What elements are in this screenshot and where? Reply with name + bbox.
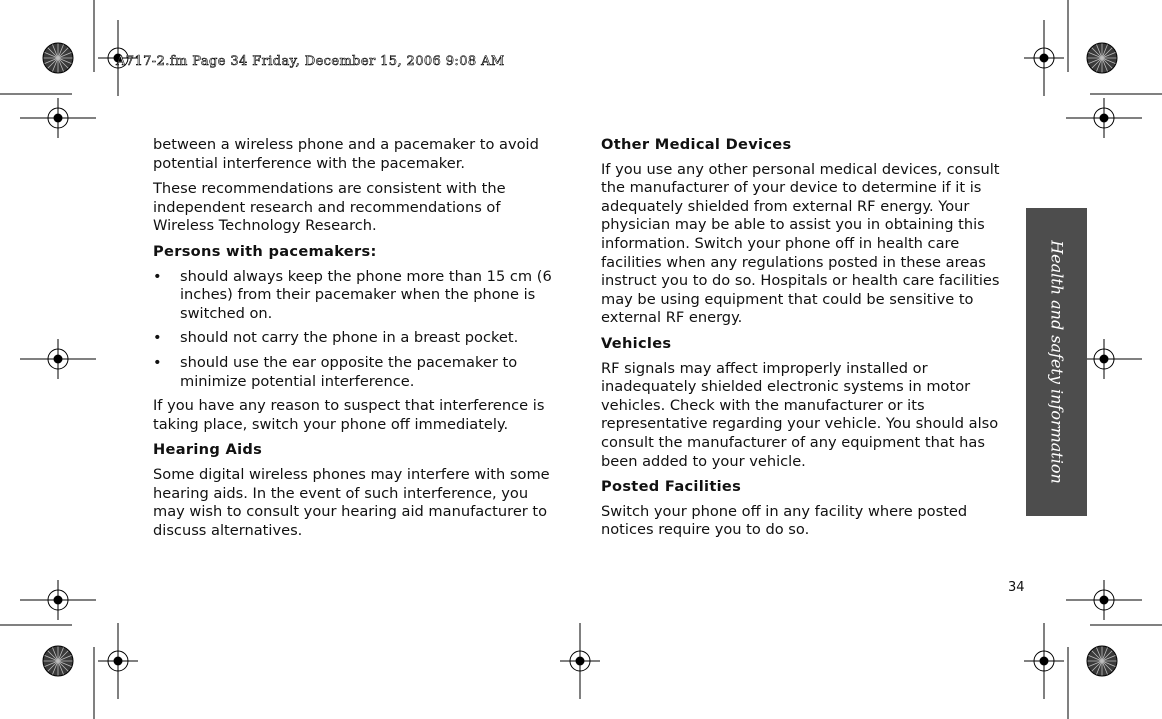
registration-mark-right-lower xyxy=(1066,580,1142,620)
posted-facilities-heading: Posted Facilities xyxy=(601,478,742,496)
registration-mark-bottom-center xyxy=(560,623,600,699)
file-info-header: A717-2.fm Page 34 Friday, December 15, 2006 9:08 AM xyxy=(116,54,505,69)
list-item xyxy=(153,268,563,324)
intro-continued-text: between a wireless phone and a pacemaker to avoid potential interference with the pacemaker. xyxy=(153,136,539,172)
pacemaker-bullet-list xyxy=(153,268,563,392)
registration-mark-bottom-left xyxy=(98,623,138,699)
other-medical-devices-heading: Other Medical Devices xyxy=(601,136,792,153)
vehicles-text: RF signals may affect improperly installed or inadequately shielded electronic systems in motor vehicles. Check with the manufacturer or its representative regarding your vehicle. You should also consult the manufacturer of any equipment that has been added to your vehicle. xyxy=(601,359,999,470)
bullet-icon: • xyxy=(153,329,162,347)
hearing-aids-heading: Hearing Aids xyxy=(153,441,263,459)
suspect-interference-text: If you have any reason to suspect that interference is taking place, switch your phone off immediately. xyxy=(153,397,545,433)
other-medical-devices-text: If you use any other personal medical devices, consult the manufacturer of your device to determine if it is adequately shielded from external RF energy. Your physician may be able to assist you in obtaining this information. Switch your phone off in health care facilities when any regulations posted in these areas instruct you to do so. Hospitals or health care facilities may be using equipment that could be sensitive to external RF energy. xyxy=(601,160,1000,327)
list-item xyxy=(153,329,563,348)
registration-mark-bottom-right xyxy=(1024,623,1064,699)
vehicles-heading: Vehicles xyxy=(601,334,672,352)
bullet-text: should always keep the phone more than 15 cm (6 inches) from their pacemaker when the phone is switched on. xyxy=(180,267,552,322)
registration-mark-left-upper xyxy=(20,98,96,138)
color-bar-starburst-bottom-right xyxy=(1087,646,1117,676)
hearing-aids-text: Some digital wireless phones may interfere with some hearing aids. In the event of such interference, you may wish to consult your hearing aid manufacturer to discuss alternatives. xyxy=(153,465,550,539)
registration-mark-right-upper xyxy=(1066,98,1142,138)
bullet-icon: • xyxy=(153,267,162,285)
recommendations-text: These recommendations are consistent with the independent research and recommendations of Wireless Technology Research. xyxy=(153,180,506,235)
left-column xyxy=(153,136,563,547)
section-side-tab-label: Health and safety information xyxy=(1047,240,1066,484)
pacemakers-heading: Persons with pacemakers: xyxy=(153,242,377,260)
bullet-icon: • xyxy=(153,353,162,371)
page-number: 34 xyxy=(1008,580,1025,595)
color-bar-starburst-top-right xyxy=(1087,43,1117,73)
right-column xyxy=(601,136,1011,547)
registration-mark-left-middle xyxy=(20,339,96,379)
registration-mark-left-lower xyxy=(20,580,96,620)
registration-mark-top-right xyxy=(1024,20,1064,96)
color-bar-starburst-top-left xyxy=(43,43,73,73)
section-side-tab xyxy=(1026,208,1087,516)
color-bar-starburst-bottom-left xyxy=(43,646,73,676)
bullet-text: should use the ear opposite the pacemaker to minimize potential interference. xyxy=(180,353,518,390)
bullet-text: should not carry the phone in a breast pocket. xyxy=(180,329,519,347)
posted-facilities-text: Switch your phone off in any facility where posted notices require you to do so. xyxy=(601,502,968,539)
list-item xyxy=(153,354,563,391)
